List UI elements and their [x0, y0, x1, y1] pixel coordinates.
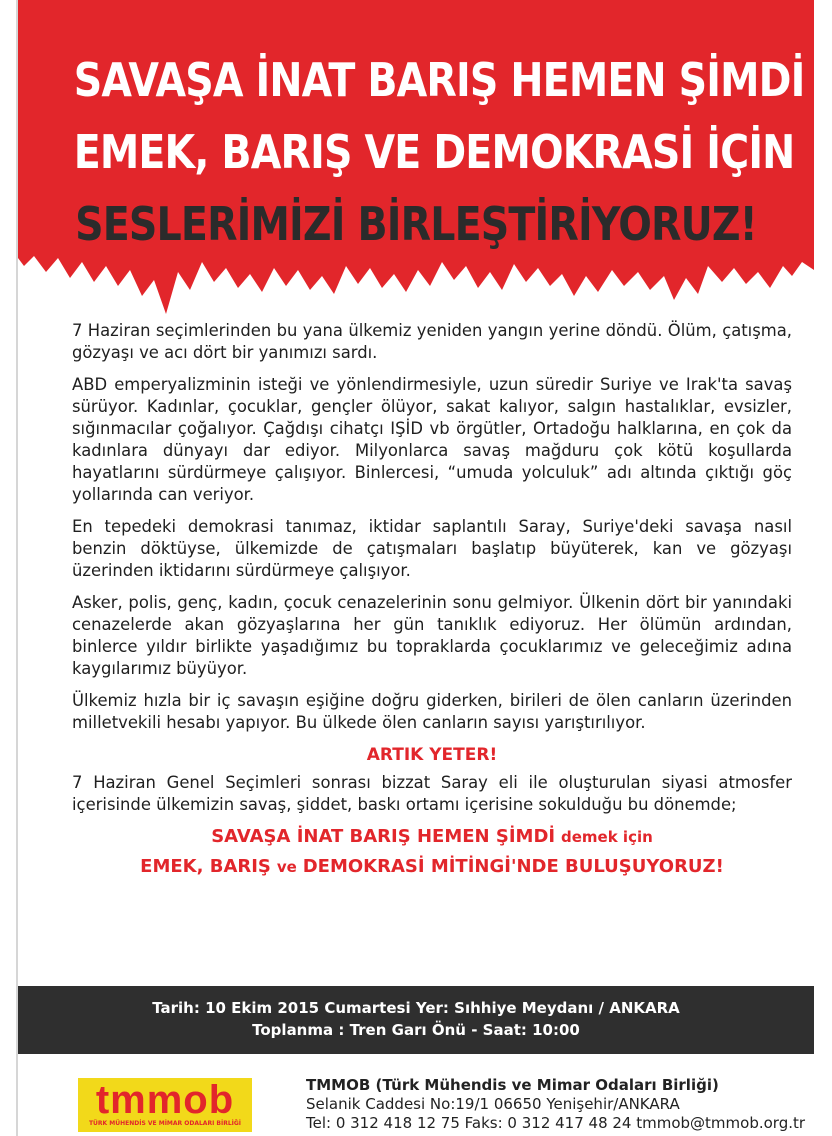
paragraph-1: 7 Haziran seçimlerinden bu yana ülkemiz yeniden yangın yerine döndü. Ölüm, çatışma, gözyaşı ve acı dört bir yanımızı sardı. — [72, 321, 792, 362]
time-value: 10:00 — [532, 1021, 580, 1039]
paragraph-4: Asker, polis, genç, kadın, çocuk cenazelerinin sonu gelmiyor. Ülkenin dört bir yanındaki cenazelerde akan gözyaşlarına her gün tanıklık ediyoruz. Her ölümün ardından, binlerce yıldır birlikte yaşadığımız bu topraklarda çocuklarımız ve geleceğimiz adına kaygılarımız büyüyor. — [72, 593, 792, 678]
paragraph-3: En tepedeki demokrasi tanımaz, iktidar saplantılı Saray, Suriye'deki savaşa nasıl benzin döktüyse, ülkemizde de çatışmaları başlatıp büyüterek, kan ve gözyaşı üzerinden iktidarını sürdürmeye çalışıyor. — [72, 517, 792, 580]
gather-label: Toplanma : — [252, 1021, 345, 1039]
org-contact: Tel: 0 312 418 12 75 Faks: 0 312 417 48 24 tmmob@tmmob.org.tr — [306, 1114, 806, 1132]
event-row-date-place — [18, 997, 814, 1019]
header-banner — [18, 0, 814, 320]
paragraph-2: ABD emperyalizminin isteği ve yönlendirmesiyle, uzun süredir Suriye ve Irak'ta savaş sürüyor. Kadınlar, çocuklar, gençler ölüyor, sakat kalıyor, salgın hastalıklar, evsizler, sığınmacılar çoğalıyor. Çağdışı cihatçı IŞİD vb örgütler, Ortadoğu halklarına, en çok da kadınlara dünyayı dar ediyor. Milyonlarca savaş mağduru çok kötü koşullarda hayatlarını sürdürmeye çalışıyor. Binlercesi, “umuda yolculuk” adı altında çıktığı göç yollarında can veriyor. — [72, 375, 792, 504]
paragraph-6: 7 Haziran Genel Seçimleri sonrası bizzat Saray eli ile oluşturulan siyasi atmosfer içerisinde ülkemizin savaş, şiddet, baskı ortamı içerisine sokulduğu bu dönemde; — [72, 773, 792, 814]
paragraph-5: Ülkemiz hızla bir iç savaşın eşiğine doğru giderken, birileri de ölen canların üzerinden milletvekili hesabı yapıyor. Bu ülkede ölen canların sayısı yarıştırılıyor. — [72, 691, 792, 732]
slogan-2-part-c: DEMOKRASİ MİTİNGİ'NDE BULUŞUYORUZ! — [302, 856, 724, 877]
org-address: Selanik Caddesi No:19/1 06650 Yenişehir/ANKARA — [306, 1095, 680, 1113]
logo-subtitle: TÜRK MÜHENDİS VE MİMAR ODALARI BİRLİĞİ — [88, 1120, 242, 1127]
org-name: TMMOB (Türk Mühendis ve Mimar Odaları Birliği) — [306, 1076, 719, 1094]
logo-wordmark: tmmob — [95, 1078, 235, 1122]
slogan-line-1 — [72, 826, 792, 848]
slogan-2-part-a: EMEK, BARIŞ — [140, 856, 271, 877]
slogan-1-tail: demek için — [561, 828, 653, 846]
artik-yeter-heading: ARTIK YETER! — [366, 745, 498, 765]
event-row-gathering — [18, 1019, 814, 1041]
headline-line-1: SAVAŞA İNAT BARIŞ HEMEN ŞİMDİ — [73, 53, 805, 107]
headline-line-3: SESLERİMİZİ BİRLEŞTİRİYORUZ! — [75, 197, 757, 251]
event-info-bar — [18, 986, 814, 1054]
slogan-block — [72, 826, 792, 878]
date-value: 10 Ekim 2015 Cumartesi — [205, 999, 411, 1017]
slogan-2-part-b: ve — [276, 858, 297, 876]
headline-line-2: EMEK, BARIŞ VE DEMOKRASİ İÇİN — [73, 125, 795, 179]
tmmob-logo — [78, 1078, 252, 1132]
organization-info — [306, 1076, 826, 1133]
place-value: Sıhhiye Meydanı / ANKARA — [454, 999, 680, 1017]
body-text — [72, 320, 792, 890]
date-label: Tarih: — [152, 999, 200, 1017]
gather-value: Tren Garı Önü — [349, 1021, 466, 1039]
slogan-line-2 — [72, 856, 792, 878]
time-label: Saat: — [482, 1021, 527, 1039]
slogan-1-main: SAVAŞA İNAT BARIŞ HEMEN ŞİMDİ — [211, 826, 556, 847]
place-label: Yer: — [415, 999, 449, 1017]
separator: - — [471, 1021, 478, 1039]
